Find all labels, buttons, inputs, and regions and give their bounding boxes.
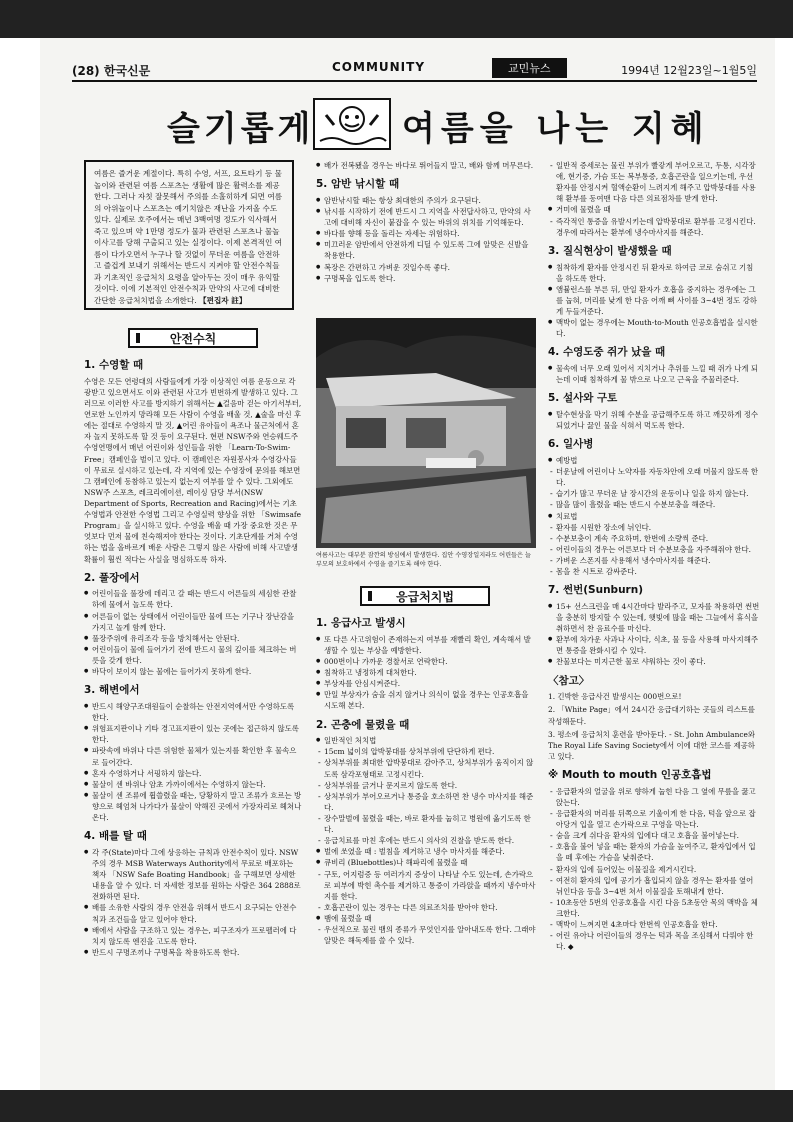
list-item: - 호흡을 불어 넣을 때는 환자의 가슴을 높여주고, 환자입에서 입을 떼 후에는 가슴을 낮춰준다.	[556, 841, 760, 863]
list-item: ● 반드시 구명조끼나 구명복을 착용하도록 한다.	[92, 947, 302, 958]
list-item: - 응급환자의 얼굴을 위로 향하게 눕힌 다음 그 옆에 무릎을 꿇고 앉는다.	[556, 786, 760, 808]
firstaid-column	[316, 610, 536, 1072]
fa2-list	[316, 735, 536, 946]
list-item: ● 어른들이 없는 상태에서 어린이들만 물에 뜨는 기구나 장난감을 가지고 놀게 함께 한다.	[92, 611, 302, 633]
list-item: - 상처부위를 최대한 압박붕대로 감아주고, 상처부위가 움직이지 않도록 삼각포형태로 고정시킨다.	[324, 757, 536, 779]
list-item: - 장수말벌에 물렸을 때는, 바로 환자를 눕히고 병원에 옮기도록 한다.	[324, 813, 536, 835]
list-item: ● 배가 전복됐을 경우는 바다로 뛰어들지 말고, 배와 함께 머무른다.	[324, 160, 536, 171]
list-item: ● 반드시 해양구조대원들이 순찰하는 안전지역에서만 수영하도록 한다.	[92, 701, 302, 723]
s3-list	[84, 701, 302, 823]
s4-list	[84, 847, 302, 958]
r6-title: 6. 일사병	[548, 438, 594, 451]
list-item: ● 또 다른 사고위험이 존재하는지 여부를 재빨리 확인, 계속해서 발생할 수 있는 부상을 예방한다.	[324, 634, 536, 656]
r5-title: 5. 설사와 구토	[548, 392, 618, 405]
page-header	[72, 56, 757, 78]
list-item: ● 바닥이 보이지 않는 물에는 들어가지 못하게 한다.	[92, 666, 302, 677]
list-item: - 환자의 입에 들어있는 이물질을 제거시킨다.	[556, 864, 760, 875]
list-item: ● 암반낚시할 때는 항상 최대한의 주의가 요구된다.	[324, 195, 536, 206]
s1-title: 1. 수영할 때	[84, 359, 144, 371]
list-item: ● 큐비리 (Bluebottles)나 해파리에 물렸을 때	[324, 857, 536, 868]
s3-title: 3. 해변에서	[84, 684, 140, 697]
list-item: - 일반적 증세로는 물린 부위가 빨갛게 부어오르고, 두통, 시각장애, 현기증, 가슴 또는 복부통증, 호흡곤란을 일으키는데, 우선 환자를 안정시켜 혈액순환이 느려지게 해주고 압박붕대를 사용해 환부를 동여맨 다음 다른 의료점차를 받게 한다.	[556, 160, 760, 204]
s2-title: 2. 풀장에서	[84, 571, 140, 584]
list-item: - 가벼운 스폰지를 사용해서 냉수마사지를 해준다.	[556, 555, 760, 566]
notes-title: 〈참고〉	[548, 674, 590, 687]
list-item: - 맥박이 느껴지면 4초마다 한번씩 인공호흡을 한다.	[556, 919, 760, 930]
list-item: ● 맥박이 없는 경우에는 Mouth-to-Mouth 인공호흡법을 실시한다.	[556, 317, 760, 339]
rock-fishing-column	[316, 160, 536, 315]
r6-list	[548, 455, 760, 577]
list-item: - 상처부위를 긁거나 문지르지 않도록 한다.	[324, 780, 536, 791]
list-item: ● 낚시를 시작하기 전에 반드시 그 지역을 사전답사하고, 만약의 사고에 대비해 자신이 붙잡을 수 있는 바위의 위치를 기억해둔다.	[324, 206, 536, 228]
s1-body: 수영은 모든 연령대의 사람들에게 가장 이상적인 여름 운동으로 각광받고 있으면서도 이와 관련된 사고가 빈번하게 발생하고 있다. 그러므로 이러한 사고를 방지하기 위해서는 ▲걸음마 걷는 아기서부터, 연로한 노인까지 망라해 모든 사람이 수영을 배울 것, ▲술을 마신 후에는 절대로 수영하지 말 것, ▲어린 유아들이 욕조나 물근처에서 혼자 놀지 못하도록 할 것 등이 요구된다. 현편 NSW주와 연승웨드주 수영연맹에서 매년 어린이와 성인들을 위한 「Learn-To-Swim-Free」캠페인을 벌이고 있다. 이 캠페인은 자원봉사자 수영강사들이 무료로 실시하고 있는데, 각 지역에 있는 수영장에 문의를 해보면 그 캠페인에 동참하고 있는지 없는지 여부를 알 수 있다. 그외에도 NSW주 스포츠, 레크리에이션, 레이싱 담당 부서(NSW Department of Sports, Recreation and Racing)에서는 기초수영법과 안전한 수영법 그리고 수영실력 향상을 위한 「Swimsafe Program」을 실시하고 있다. 수영을 배울 때 가장 중요한 것은 무엇보다 먼저 물에 친숙해져야 한다는 것이다. 기초단계를 거쳐 수영하는 법을 올바르게 배운 사람은 그렇지 않은 사람에 비해 사고발생 확률이 훨씬 적다는 사실을 명심하도록 하자.	[84, 376, 302, 564]
list-item: ● 만일 부상자가 숨을 쉬지 않거나 의식이 없을 경우는 인공호흡을 시도해 본다.	[324, 689, 536, 711]
list-item: ● 풀장주위에 유리조각 등을 방치해서는 안된다.	[92, 633, 302, 644]
list-item: - 응급환자의 머리를 뒤쪽으로 기울이게 한 다음, 턱을 앞으로 잡아당겨 입을 열고 손가락으로 구영을 막는다.	[556, 808, 760, 830]
boat-tail-list	[316, 160, 536, 171]
list-item: ● 침착하고 냉정하게 대처한다.	[324, 667, 536, 678]
list-item: ● 예방법	[556, 455, 760, 466]
r5-list	[548, 409, 760, 431]
list-item: - 많을 많이 흘렸을 때는 반드시 수분보충을 해준다.	[556, 499, 760, 510]
issue-date: 1994년 12월23일~1월5일	[621, 64, 757, 77]
list-item: ● 어린이들을 풀장에 데리고 갈 때는 반드시 어른들의 세심한 관찰 하에 물에서 놀도록 한다.	[92, 588, 302, 610]
mtm-title: ※ Mouth to mouth 인공호흡법	[548, 768, 712, 781]
scan-border-top	[0, 0, 793, 38]
photo-caption: 여름사고는 대부분 잠깐의 방심에서 발생한다. 집안 수영장일지라도 어린들은 늘 부모의 보호하에서 수영을 즐기도록 해야 한다.	[316, 552, 531, 568]
list-item: ● 어린이들이 물에 들어가기 전에 반드시 물의 깊이를 체크하는 버릇을 갖게 한다.	[92, 644, 302, 666]
list-item: - 15cm 넓이의 압박붕대를 상처부위에 단단하게 편다.	[324, 746, 536, 757]
list-item: ● 구명복을 입도록 한다.	[324, 273, 536, 284]
list-item: ● 뱀에 물렸을 때	[324, 913, 536, 924]
list-item: ● 벌에 쏘였을 때 : 벌침을 제거하고 냉수 마사지를 해준다.	[324, 846, 536, 857]
list-item: ● 혼자 수영하거나 서핑하지 않는다.	[92, 768, 302, 779]
list-item: ● 15+ 선스크린을 매 4시간마다 발라주고, 모자를 착용하면 썬번을 충분히 방지할 수 있는데, 햇빛에 많을 때는 그늘에서 휴식을 취하면서 찬 음료수를 마신다.	[556, 601, 760, 634]
s2-list	[84, 588, 302, 677]
snake-tail-list	[548, 160, 760, 238]
list-item: ● 배를 소유한 사람의 경우 안전을 위해서 반드시 요구되는 안전수칙과 조건들을 알고 있어야 한다.	[92, 902, 302, 924]
s4-title: 4. 배를 탈 때	[84, 830, 147, 843]
section-name: COMMUNITY	[332, 60, 426, 74]
list-item: - 호흡곤란이 있는 경우는 다른 의료조치를 받아야 한다.	[324, 902, 536, 913]
firstaid-heading: 응급처치법	[360, 586, 490, 606]
pool-photo	[316, 318, 536, 548]
r4-list	[548, 363, 760, 385]
list-item: - 여전히 환자의 입에 공기가 흡입되지 않을 경우는 환자를 옆어 뉘인다음 등을 3~4번 쳐서 이물질을 토해내게 한다.	[556, 875, 760, 897]
list-item: - 습기가 많고 무더운 날 장시간의 운동이나 일을 하지 않는다.	[556, 488, 760, 499]
list-item: ● 파랏속에 바위나 다른 위험한 물체가 있는지를 확인한 후 물속으로 들어간다.	[92, 745, 302, 767]
note-item: 3. 평소에 응급처치 훈련을 받아둔다. - St. John Ambulance와 The Royal Life Saving Society에서 이에 대한 코스를 제공하고 있다.	[548, 729, 755, 761]
list-item: - 숨을 크게 쉬다음 환자의 입에다 대고 호흡을 불어넣는다.	[556, 830, 760, 841]
list-item: - 우선적으로 물린 뱀의 종류가 무엇인지를 알아내도록 한다. 그래야 알맞은 해독제를 쓸 수 있다.	[324, 924, 536, 946]
list-item: ● 찬물보다는 미지근한 물로 샤워하는 것이 좋다.	[556, 656, 760, 667]
list-item: ● 000번이나 가까운 경찰서로 연락한다.	[324, 656, 536, 667]
note-item: 1. 긴박한 응급사건 발생시는 000번으로!	[548, 692, 682, 702]
intro-box	[84, 160, 294, 310]
list-item: ● 물살이 센 조류에 휩쓸렸을 때는, 당황하지 말고 조류가 흐르는 방향으로 헤엄쳐 나가다가 물살이 약해진 곳에서 가장자리로 헤쳐나온다.	[92, 790, 302, 823]
list-item: ● 탈수현상을 막기 위해 수분을 공급해주도록 하고 깨끗하게 정수되었거나 끓인 물을 식혀서 먹도록 한다.	[556, 409, 760, 431]
list-item: - 상처부위가 부어오르거나 통증을 호소하면 찬 냉수 마사지를 해준다.	[324, 791, 536, 813]
list-item: - 더운날에 어린이나 노약자를 자동차안에 오래 머물지 않도록 한다.	[556, 466, 760, 488]
note-item: 2. 「White Page」에서 24시간 응급대기하는 곳들의 리스트를 작성해둔다.	[548, 705, 755, 726]
safety-column	[84, 352, 302, 1072]
list-item: ● 위험표지판이나 기타 경고표지판이 있는 곳에는 접근하지 않도록 한다.	[92, 723, 302, 745]
fa1-list	[316, 634, 536, 712]
section-tag: 교민뉴스	[492, 58, 567, 78]
headline-part1: 슬기롭게	[167, 109, 315, 149]
list-item: - 즉각적인 통증을 유발시키는데 압박붕대로 환부를 고정시킨다. 경우에 따라서는 환부에 냉수마사지를 해준다.	[556, 216, 760, 238]
r3-list	[548, 262, 760, 340]
list-item: ● 배에서 사람을 구조하고 있는 경우는, 피구조자가 프로펠러에 다치지 않도록 엔진을 고도록 한다.	[92, 925, 302, 947]
list-item: ● 치료법	[556, 511, 760, 522]
r7-list	[548, 601, 760, 668]
list-item: - 응급치료를 마친 후에는 반드시 의사의 진찰을 받도록 한다.	[324, 835, 536, 846]
list-item: - 환자를 시원한 장소에 뉘인다.	[556, 522, 760, 533]
fa1-title: 1. 응급사고 발생시	[316, 617, 406, 629]
list-item: ● 미끄러운 암반에서 안전하게 디딜 수 있도록 그에 알맞은 신발을 착용한다.	[324, 239, 536, 261]
list-item: ● 환부에 차가운 사과나 사이다, 식초, 물 등을 사용해 마사지해주면 통증을 완화시킬 수 있다.	[556, 634, 760, 656]
header-rule	[72, 80, 757, 82]
intro-text: 여름은 즐거운 계절이다. 특히 수영, 서프, 요트타기 등 물놀이와 관련된 여름 스포츠는 생활에 많은 활력소를 제공한다. 그러나 자칫 잘못해서 주의를 소홀히하게 되면 여름의 아위놀이나 스포츠는 예기치않은 재난을 가져올 수도 있다. 실제로 호주에서는 매년 3백여명 정도가 익사해서 죽고 있으며 약 1만명 정도가 물과 관련된 스포츠나 물놀이사고를 당해 구출되고 있는 실정이다. 이제 본격적인 여름이 다가오면서 누구나 할 것없이 무더운 여름을 안전하고 즐겁게 보내기 위해서는 반드시 지켜야 할 안전수칙들과 기초적인 응급처치 요령을 알아두는 것이 매우 유익할 것이다. 이에 기본적인 안전수칙과 만약의 사고에 대비한 간단한 응급처치법을 소개한다.	[94, 169, 283, 305]
list-item: ● 각 주(State)마다 그에 상응하는 규칙과 안전수칙이 있다. NSW주의 경우 MSB Waterways Authority에서 무료로 배포하는 책자 「NSW Safe Boating Handbook」을 구해보면 상세한 내용을 알 수 있다. 더 자세한 정보를 원하는 사람은 364 2888로 전화하면 된다.	[92, 847, 302, 903]
safety-heading: 안전수칙	[128, 328, 258, 348]
list-item: ● 거미에 물렸을 때	[556, 204, 760, 215]
list-item: ● 일반적인 처치법	[324, 735, 536, 746]
list-item: ● 복장은 간편하고 가벼운 것일수록 좋다.	[324, 262, 536, 273]
list-item: - 몸을 찬 시트로 감싸준다.	[556, 566, 760, 577]
fa2-title: 2. 곤충에 물렸을 때	[316, 718, 410, 731]
list-item: ● 물살이 센 바위나 암초 가까이에서는 수영하지 않는다.	[92, 779, 302, 790]
r3-title: 3. 질식현상이 발생했을 때	[548, 244, 672, 257]
list-item: - 수분보충이 계속 주요하며, 한번에 소량씩 준다.	[556, 533, 760, 544]
list-item: ● 물속에 너무 오래 있어서 지치거나 추위를 느낄 때 쥐가 나게 되는데 이때 침착하게 물 밖으로 나오고 근육을 주물러준다.	[556, 363, 760, 385]
list-item: - 어린 유아나 어린이들의 경우는 턱과 목을 조심해서 다뤄야 한다. ◆	[556, 930, 760, 952]
scan-border-bottom	[0, 1090, 793, 1122]
mtm-list	[548, 786, 760, 953]
s5-title: 5. 암반 낚시할 때	[316, 178, 400, 191]
list-item: ● 앰뷸런스를 부른 뒤, 만일 환자가 호흡을 중지하는 경우에는 그를 눕혀, 머리를 낮게 한 다음 어깨 뼈 사이를 3~4번 정도 강하게 두들겨준다.	[556, 284, 760, 317]
r7-title: 7. 썬번(Sunburn)	[548, 584, 643, 597]
list-item: - 구토, 어지럼증 등 여러가지 증상이 나타날 수도 있는데, 손가락으로 피부에 박힌 촉수를 제거하고 통증이 가라앉을 때까지 냉수마사지를 한다.	[324, 869, 536, 902]
headline	[72, 95, 757, 155]
swimmer-cartoon-icon	[312, 95, 392, 153]
list-item: ● 침착하게 환자를 안정시킨 뒤 환자로 하여금 코로 숨쉬고 기침을 하도록 한다.	[556, 262, 760, 284]
list-item: ● 바다를 향해 등을 돌리는 자세는 위험하다.	[324, 228, 536, 239]
list-item: - 10초동안 5번의 인공호흡을 시킨 다음 5초동안 목의 맥박을 체크한다.	[556, 897, 760, 919]
headline-part2: 여름을 나는 지혜	[402, 109, 710, 149]
list-item: ● 부상자를 안심시켜준다.	[324, 678, 536, 689]
list-item: - 어린이들의 경우는 어른보다 더 수분보충을 자주해줘야 한다.	[556, 544, 760, 555]
s5-list	[316, 195, 536, 284]
r4-title: 4. 수영도중 쥐가 났을 때	[548, 346, 666, 359]
right-column	[548, 160, 760, 1072]
paper-name: (28) 한국신문	[72, 64, 151, 78]
editor-note: 【편집자 註】	[199, 295, 247, 305]
